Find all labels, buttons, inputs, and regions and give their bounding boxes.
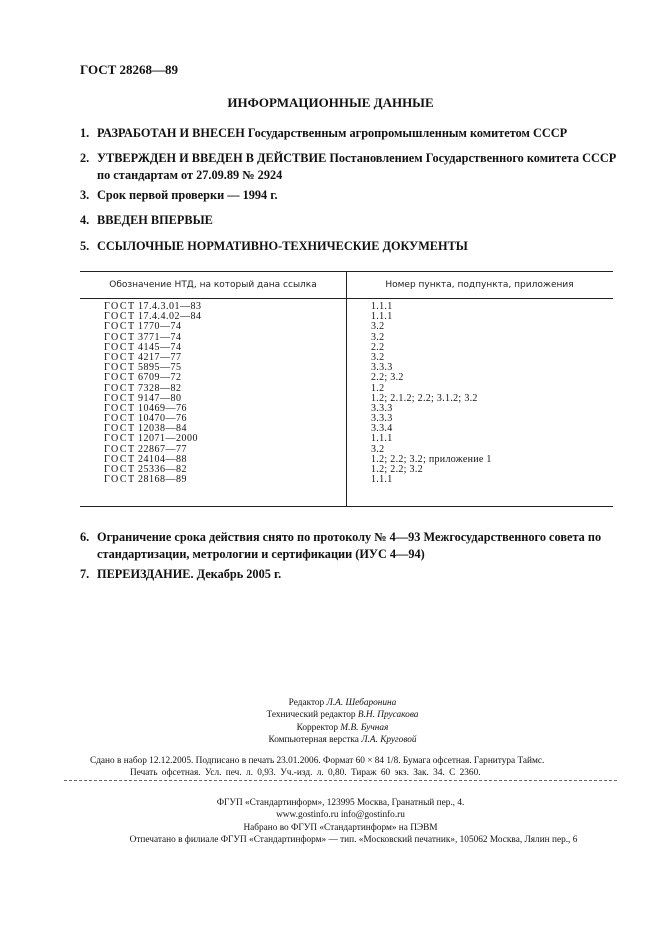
item-number: 5. (80, 239, 90, 253)
clause-number: 3.2 (371, 443, 385, 455)
clause-number: 2.2; 3.2 (371, 372, 404, 384)
item-text: ПЕРЕИЗДАНИЕ. Декабрь 2005 г. (97, 567, 282, 581)
gost-prefix: ГОСТ (104, 443, 136, 455)
table-header-clause: Номер пункта, подпункта, приложения (385, 280, 574, 290)
info-item-2 (80, 150, 620, 184)
editor-line (0, 722, 661, 734)
editor-role: Компьютерная верстка (268, 734, 359, 745)
item-text: ССЫЛОЧНЫЕ НОРМАТИВНО-ТЕХНИЧЕСКИЕ ДОКУМЕНТЫ (97, 239, 468, 253)
clause-number: 1.2; 2.2; 3.2; приложение 1 (371, 453, 492, 465)
document-number: 6709—72 (138, 372, 182, 384)
document-number: 9147—80 (138, 392, 182, 404)
editor-line (0, 734, 661, 746)
editor-role: Корректор (296, 722, 339, 733)
gost-prefix: ГОСТ (104, 382, 136, 394)
publisher-block (0, 797, 661, 846)
editor-role: Технический редактор (266, 710, 356, 721)
document-code: ГОСТ 28268—89 (80, 62, 179, 77)
clause-number: 1.1.1 (371, 311, 393, 323)
gost-prefix: ГОСТ (104, 453, 136, 465)
document-number: 4145—74 (138, 341, 182, 353)
document-number: 12038—84 (138, 423, 187, 435)
clause-number: 1.1.1 (371, 474, 393, 486)
publisher-address: ФГУП «Стандартинформ», 123995 Москва, Гранатный пер., 4. (216, 798, 465, 808)
item-number: 7. (80, 567, 90, 581)
clause-number: 3.3.4 (371, 423, 393, 435)
editor-name: В.Н. Прусакова (357, 710, 419, 721)
editors-credits (0, 697, 661, 746)
gost-prefix: ГОСТ (104, 372, 136, 384)
item-text: РАЗРАБОТАН И ВНЕСЕН Государственным агропромышленным комитетом СССР (97, 126, 568, 140)
gost-prefix: ГОСТ (104, 423, 136, 435)
document-number: 17.4.3.01—83 (138, 301, 202, 312)
gost-prefix: ГОСТ (104, 474, 136, 486)
info-item-3 (80, 187, 620, 204)
document-number: 25336—82 (138, 464, 187, 475)
document-number: 4217—77 (138, 351, 182, 363)
editor-name: Л.А. Шебаронина (326, 698, 397, 708)
document-number: 1770—74 (138, 321, 182, 333)
print-details-line-2: Печать офсетная. Усл. печ. л. 0,93. Уч.-изд. л. 0,80. Тираж 60 экз. Зак. 34. С 2360. (130, 768, 481, 778)
section-title: ИНФОРМАЦИОННЫЕ ДАННЫЕ (227, 95, 434, 110)
clause-number: 1.2; 2.1.2; 2.2; 3.1.2; 3.2 (371, 392, 478, 404)
item-text: ВВЕДЕН ВПЕРВЫЕ (97, 213, 213, 227)
editor-name: Л.А. Круговой (361, 734, 417, 745)
gost-prefix: ГОСТ (104, 331, 136, 343)
gost-prefix: ГОСТ (104, 402, 136, 414)
gost-prefix: ГОСТ (104, 301, 136, 312)
clause-number: 1.1.1 (371, 433, 393, 445)
gost-prefix: ГОСТ (104, 413, 136, 425)
item-number: 1. (80, 126, 90, 140)
item-text: Срок первой проверки — 1994 г. (97, 188, 278, 202)
print-details-line-1: Сдано в набор 12.12.2005. Подписано в печать 23.01.2006. Формат 60 × 84 1/8. Бумага офсетная. Гарнитура Таймс. (90, 756, 545, 766)
gost-prefix: ГОСТ (104, 464, 136, 475)
info-item-7 (80, 566, 620, 583)
editor-role: Редактор (288, 698, 325, 708)
editor-line (0, 709, 661, 721)
info-item-1 (80, 125, 620, 142)
document-number: 24104—88 (138, 453, 187, 465)
reference-documents-table (80, 271, 613, 507)
gost-prefix: ГОСТ (104, 341, 136, 353)
clause-number: 1.2; 2.2; 3.2 (371, 464, 423, 475)
document-number: 28168—89 (138, 474, 187, 486)
item-number: 4. (80, 213, 90, 227)
clause-number: 3.2 (371, 351, 385, 363)
gost-prefix: ГОСТ (104, 311, 136, 323)
gost-prefix: ГОСТ (104, 392, 136, 404)
clause-number: 3.3.3 (371, 413, 393, 425)
item-number: 6. (80, 530, 90, 544)
clause-number: 3.3.3 (371, 362, 393, 374)
table-body (80, 302, 613, 485)
clause-number: 1.1.1 (371, 301, 393, 312)
typeset-note: Набрано во ФГУП «Стандартинформ» на ПЭВМ (243, 822, 438, 833)
table-header-document: Обозначение НТД, на который дана ссылка (109, 280, 317, 290)
document-number: 22867—77 (138, 443, 187, 455)
document-number: 10469—76 (138, 402, 187, 414)
table-bottom-rule (80, 506, 613, 507)
clause-number: 1.2 (371, 382, 385, 394)
document-number: 17.4.4.02—84 (138, 311, 202, 323)
gost-prefix: ГОСТ (104, 321, 136, 333)
editor-line (0, 697, 661, 709)
document-number: 5895—75 (138, 362, 182, 374)
clause-number: 3.2 (371, 331, 385, 343)
clause-number: 3.2 (371, 321, 385, 333)
info-item-4 (80, 212, 620, 229)
item-text: Ограничение срока действия снято по протоколу № 4—93 Межгосударственного совета по стандартизации, метрологии и сертификации (ИУС 4—94) (97, 530, 602, 561)
gost-prefix: ГОСТ (104, 351, 136, 363)
info-item-6 (80, 529, 620, 563)
gost-prefix: ГОСТ (104, 362, 136, 374)
document-number: 12071—2000 (138, 433, 198, 445)
item-text: УТВЕРЖДЕН И ВВЕДЕН В ДЕЙСТВИЕ Постановлением Государственного комитета СССР по стандартам от 27.09.89 № 2924 (97, 151, 617, 182)
gost-prefix: ГОСТ (104, 433, 136, 445)
item-number: 2. (80, 151, 90, 165)
printing-note: Отпечатано в филиале ФГУП «Стандартинформ» — тип. «Московский печатник», 105062 Москва, Лялин пер., 6 (129, 834, 578, 845)
document-number: 7328—82 (138, 382, 182, 394)
table-row (80, 475, 613, 485)
clause-number: 2.2 (371, 341, 385, 353)
document-number: 10470—76 (138, 413, 187, 425)
item-number: 3. (80, 188, 90, 202)
clause-number: 3.3.3 (371, 402, 393, 414)
info-item-5 (80, 238, 620, 255)
editor-name: М.В. Бучная (340, 722, 389, 733)
document-number: 3771—74 (138, 331, 182, 343)
imprint-divider (64, 780, 617, 781)
publisher-web-email: www.gostinfo.ru info@gostinfo.ru (276, 810, 405, 821)
